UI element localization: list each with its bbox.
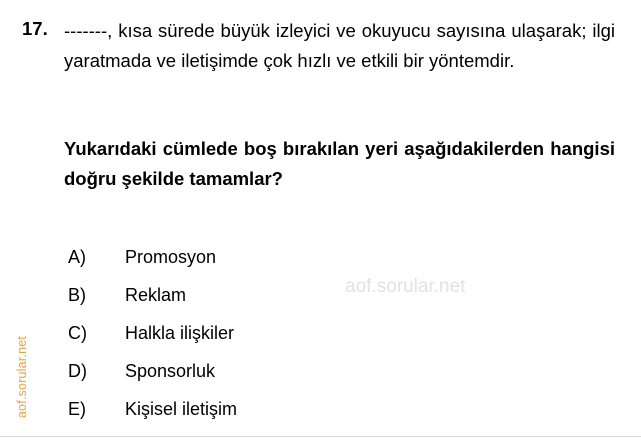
question-prompt	[64, 134, 615, 194]
question-stem	[64, 16, 615, 76]
prompt-line-3: tamamlar?	[189, 168, 283, 189]
option-c-letter: C)	[68, 323, 87, 343]
option-a-letter: A)	[68, 247, 86, 267]
question-number: 17.	[22, 18, 48, 39]
option-d-letter: D)	[68, 361, 87, 381]
option-a[interactable]	[68, 240, 588, 278]
option-d-text: Sponsorluk	[125, 361, 216, 381]
option-c-text: Halkla ilişkiler	[125, 323, 235, 343]
option-a-text: Promosyon	[125, 247, 217, 267]
stem-line-1: -------, kısa sürede büyük izleyici ve okuyucu	[64, 20, 431, 41]
option-e-text: Kişisel iletişim	[125, 399, 238, 419]
center-watermark: aof.sorular.net	[345, 276, 466, 297]
stem-line-3: çok hızlı ve etkili bir yöntemdir.	[263, 50, 515, 71]
option-b-letter: B)	[68, 285, 86, 305]
side-watermark: aof.sorular.net	[15, 335, 29, 419]
option-c[interactable]	[68, 316, 588, 354]
option-d[interactable]	[68, 354, 588, 392]
stem-line-2: sayısına ulaşarak; ilgi yaratmada ve iletişimde	[64, 20, 615, 71]
option-b[interactable]	[68, 278, 588, 316]
prompt-line-1: Yukarıdaki cümlede boş bırakılan yeri	[64, 138, 399, 159]
option-b-text: Reklam	[125, 285, 187, 305]
options-list	[68, 240, 588, 430]
page-bottom-divider	[0, 436, 641, 437]
option-e[interactable]	[68, 392, 588, 430]
prompt-line-2: aşağıdakilerden hangisi doğru şekilde	[64, 138, 615, 189]
option-e-letter: E)	[68, 399, 86, 419]
